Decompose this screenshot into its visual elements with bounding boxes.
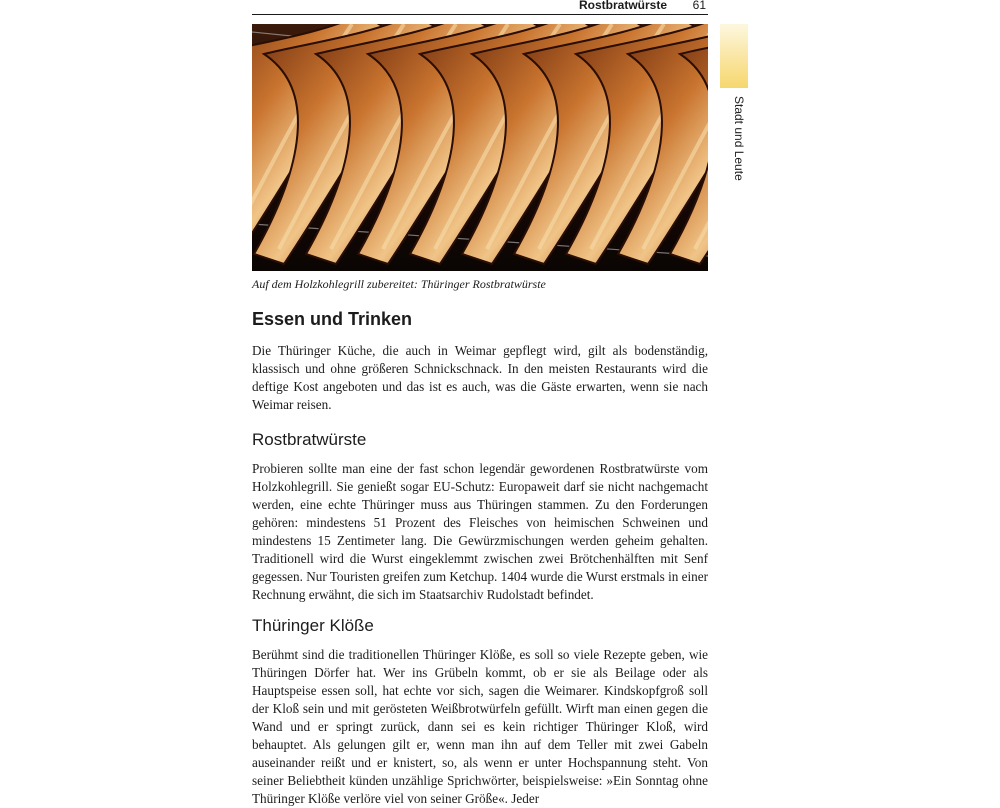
section-heading-rostbratwuerste: Rostbratwürste	[252, 430, 367, 449]
intro-paragraph: Die Thüringer Küche, die auch in Weimar gepflegt wird, gilt als bodenständig, klassisch und ohne größeren Schnickschnack. In den meisten Restaurants wird die deftige Kost angeboten und das ist es auch, was die Gäste erwarten, wenn sie nach Weimar reisen.	[252, 343, 708, 412]
running-head	[252, 0, 708, 15]
section-text-rostbratwuerste: Probieren sollte man eine der fast schon legendär gewordenen Rostbratwürste vom Holzkohlegrill. Sie genießt sogar EU-Schutz: Europaweit darf sie nicht nachgemacht werden, eine echte Thüringer muss aus Thüringen stammen. Zu den Forderungen gehören: mindestens 51 Prozent des Fleisches von heimischen Schweinen und mindestens 15 Zentimeter lang. Die Gewürzmischungen werden geheim gehalten. Traditionell wird die Wurst eingeklemmt zwischen zwei Brötchenhälften mit Senf gegessen. Nur Touristen greifen zum Ketchup. 1404 wurde die Wurst erstmals in einer Rechnung erwähnt, die sich im Staatsarchiv Rudolstadt befindet.	[252, 461, 708, 602]
page-number: 61	[692, 0, 706, 12]
running-head-title: Rostbratwürste	[578, 0, 667, 12]
sausage-photo	[252, 24, 708, 271]
photo-caption: Auf dem Holzkohlegrill zubereitet: Thüringer Rostbratwürste	[252, 277, 546, 291]
section-text-kloesse: Berühmt sind die traditionellen Thüringer Klöße, es soll so viele Rezepte geben, wie Thüringen Dörfer hat. Wer ins Grübeln kommt, ob er sie als Beilage oder als Hauptspeise essen soll, hat echte vor sich, sagen die Weimarer. Kindskopfgroß soll der Kloß sein und mit gerösteten Weißbrotwürfeln gefüllt. Wirft man einen gegen die Wand und er springt zurück, dann sei es kein richtiger Thüringer Kloß, wird behauptet. Als gelungen gilt er, wenn man ihn auf dem Teller mit zwei Gabeln auseinander reißt und er knistert, so, als wenn er unter Hochspannung steht. Von seiner Beliebtheit künden unzählige Sprichwörter, beispielsweise: »Ein Sonntag ohne Thüringer Klöße verlöre viel von seiner Größe«. Jeder	[252, 647, 708, 806]
chapter-tab-marker	[720, 24, 748, 88]
section-heading-kloesse: Thüringer Klöße	[252, 616, 374, 635]
article-title: Essen und Trinken	[252, 309, 413, 329]
chapter-tab-label: Stadt und Leute	[732, 96, 746, 181]
